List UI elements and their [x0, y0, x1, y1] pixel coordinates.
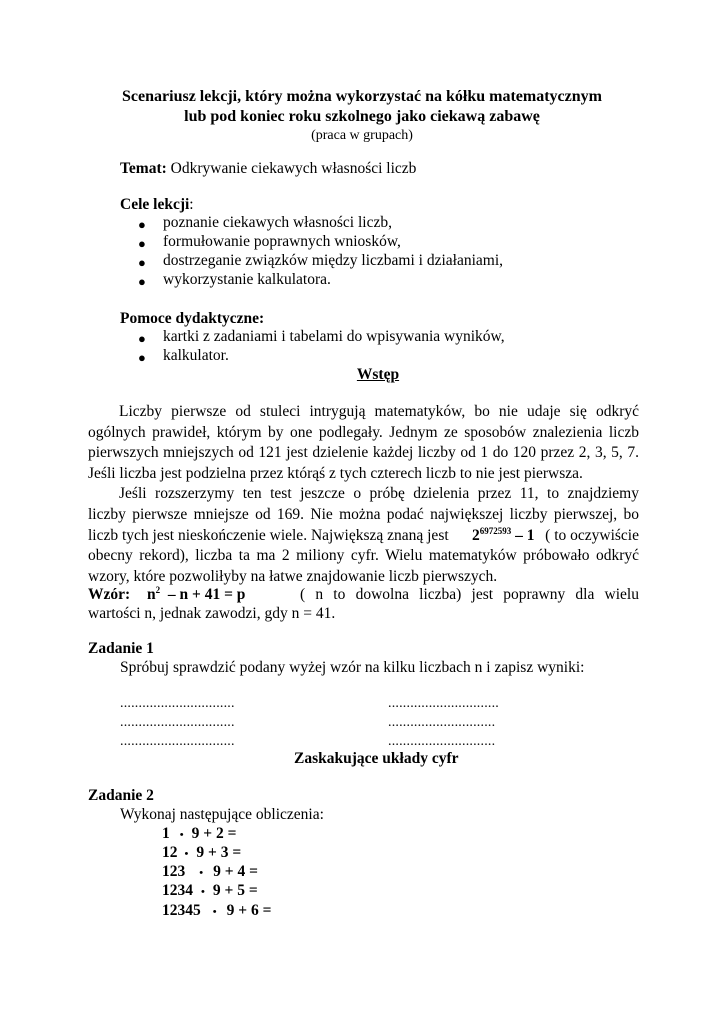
formula-line2: wartości n, jednak zawodzi, gdy n = 41. [88, 605, 336, 622]
dot-operator-icon: • [201, 886, 205, 898]
calc-row: 1234 • 9 + 5 = [162, 882, 258, 899]
bullet-icon: ● [138, 255, 146, 270]
calc-row: 1 • 9 + 2 = [162, 825, 237, 842]
topic-line [120, 160, 416, 178]
task1-heading: Zadanie 1 [88, 640, 154, 657]
bullet-icon: ● [138, 236, 146, 251]
task2-text: Wykonaj następujące obliczenia: [120, 806, 324, 823]
formula-expression: $n^2 - n + 41 = p$ [147, 584, 246, 603]
formula-comment: ( n to dowolna liczba) jest poprawny dla wielu [300, 586, 639, 603]
aids-heading: Pomoce dydaktyczne: [120, 310, 265, 327]
text-line: Jeśli liczba jest podzielna przez którąś z tych czterech liczb to nie jest pierwsza. [88, 464, 583, 482]
task1-text: Spróbuj sprawdzić podany wyżej wzór na kilku liczbach n i zapisz wyniki: [120, 659, 585, 676]
dot-operator-icon: • [184, 848, 189, 860]
answer-line[interactable]: ............................... [120, 734, 235, 749]
list-item: dostrzeganie związków między liczbami i działaniami, [163, 252, 504, 269]
mersenne-number: $2^{6972593} - 1$ [472, 525, 535, 544]
bullet-icon: ● [138, 274, 146, 289]
text-line: Jeśli rozszerzymy ten test jeszcze o próbę dzielenia przez 11, to znajdziemy [119, 485, 639, 503]
task2-heading: Zadanie 2 [88, 787, 154, 804]
calc-row: 123 • 9 + 4 = [162, 863, 258, 880]
section-heading-intro: Wstęp [356, 366, 400, 383]
text-line: liczby pierwsze mniejsze od 169. Nie można podać największej liczby pierwszej, bo [88, 505, 639, 523]
list-item: poznanie ciekawych własności liczb, [163, 214, 392, 231]
bullet-icon: ● [138, 331, 146, 346]
answer-line[interactable]: ............................. [388, 734, 496, 749]
text-line: pierwszych mniejszych od 121 jest dzielenie każdej liczby od 1 do 120 przez 2, 3, 5, 7. [88, 444, 639, 462]
bullet-icon: ● [138, 217, 146, 232]
topic-label: Temat: [120, 160, 167, 177]
formula-label: Wzór: [88, 586, 131, 603]
page-subtitle: (praca w grupach) [311, 128, 413, 143]
list-item: formułowanie poprawnych wniosków, [163, 233, 401, 250]
list-item: kalkulator. [163, 347, 229, 364]
answer-line[interactable]: ............................... [120, 715, 235, 730]
answer-line[interactable]: ............................. [388, 715, 496, 730]
list-item: kartki z zadaniami i tabelami do wpisywania wyników, [163, 328, 505, 345]
answer-line[interactable]: ............................... [120, 696, 235, 711]
dot-operator-icon: • [199, 867, 204, 879]
page-title-line2: lub pod koniec roku szkolnego jako ciekawą zabawę [184, 108, 540, 125]
page-title-line1: Scenariusz lekcji, który można wykorzystać na kółku matematycznym [122, 88, 602, 105]
dot-operator-icon: • [179, 829, 184, 841]
bullet-icon: ● [138, 350, 146, 365]
section-heading-digits: Zaskakujące układy cyfr [294, 750, 459, 767]
text-line: wzory, które pozwoliłyby na łatwe znajdowanie liczb pierwszych. [88, 567, 498, 585]
answer-line[interactable]: .............................. [388, 696, 499, 711]
calc-row: 12 • 9 + 3 = [162, 844, 242, 861]
goals-heading: Cele lekcji: [120, 196, 194, 213]
topic-text: Odkrywanie ciekawych własności liczb [170, 160, 417, 177]
formula-line [88, 586, 639, 604]
text-line: obecny rekord), liczba ta ma 2 miliony cyfr. Wielu matematyków próbowało odkryć [88, 547, 639, 565]
calc-row: 12345 • 9 + 6 = [162, 902, 272, 919]
text-line: ogólnych prawideł, którym by one podlegały. Jednym ze sposobów znalezienia liczb [88, 423, 639, 441]
text-line-with-formula: liczb tych jest nieskończenie wiele. Największą znaną jest $2^{6972593} - 1$ ( to oczywiście [88, 526, 639, 547]
list-item: wykorzystanie kalkulatora. [163, 271, 331, 288]
dot-operator-icon: • [212, 906, 217, 918]
intro-paragraph [88, 402, 639, 587]
text-line: Liczby pierwsze od stuleci intrygują matematyków, bo nie udaje się odkryć [119, 403, 639, 420]
